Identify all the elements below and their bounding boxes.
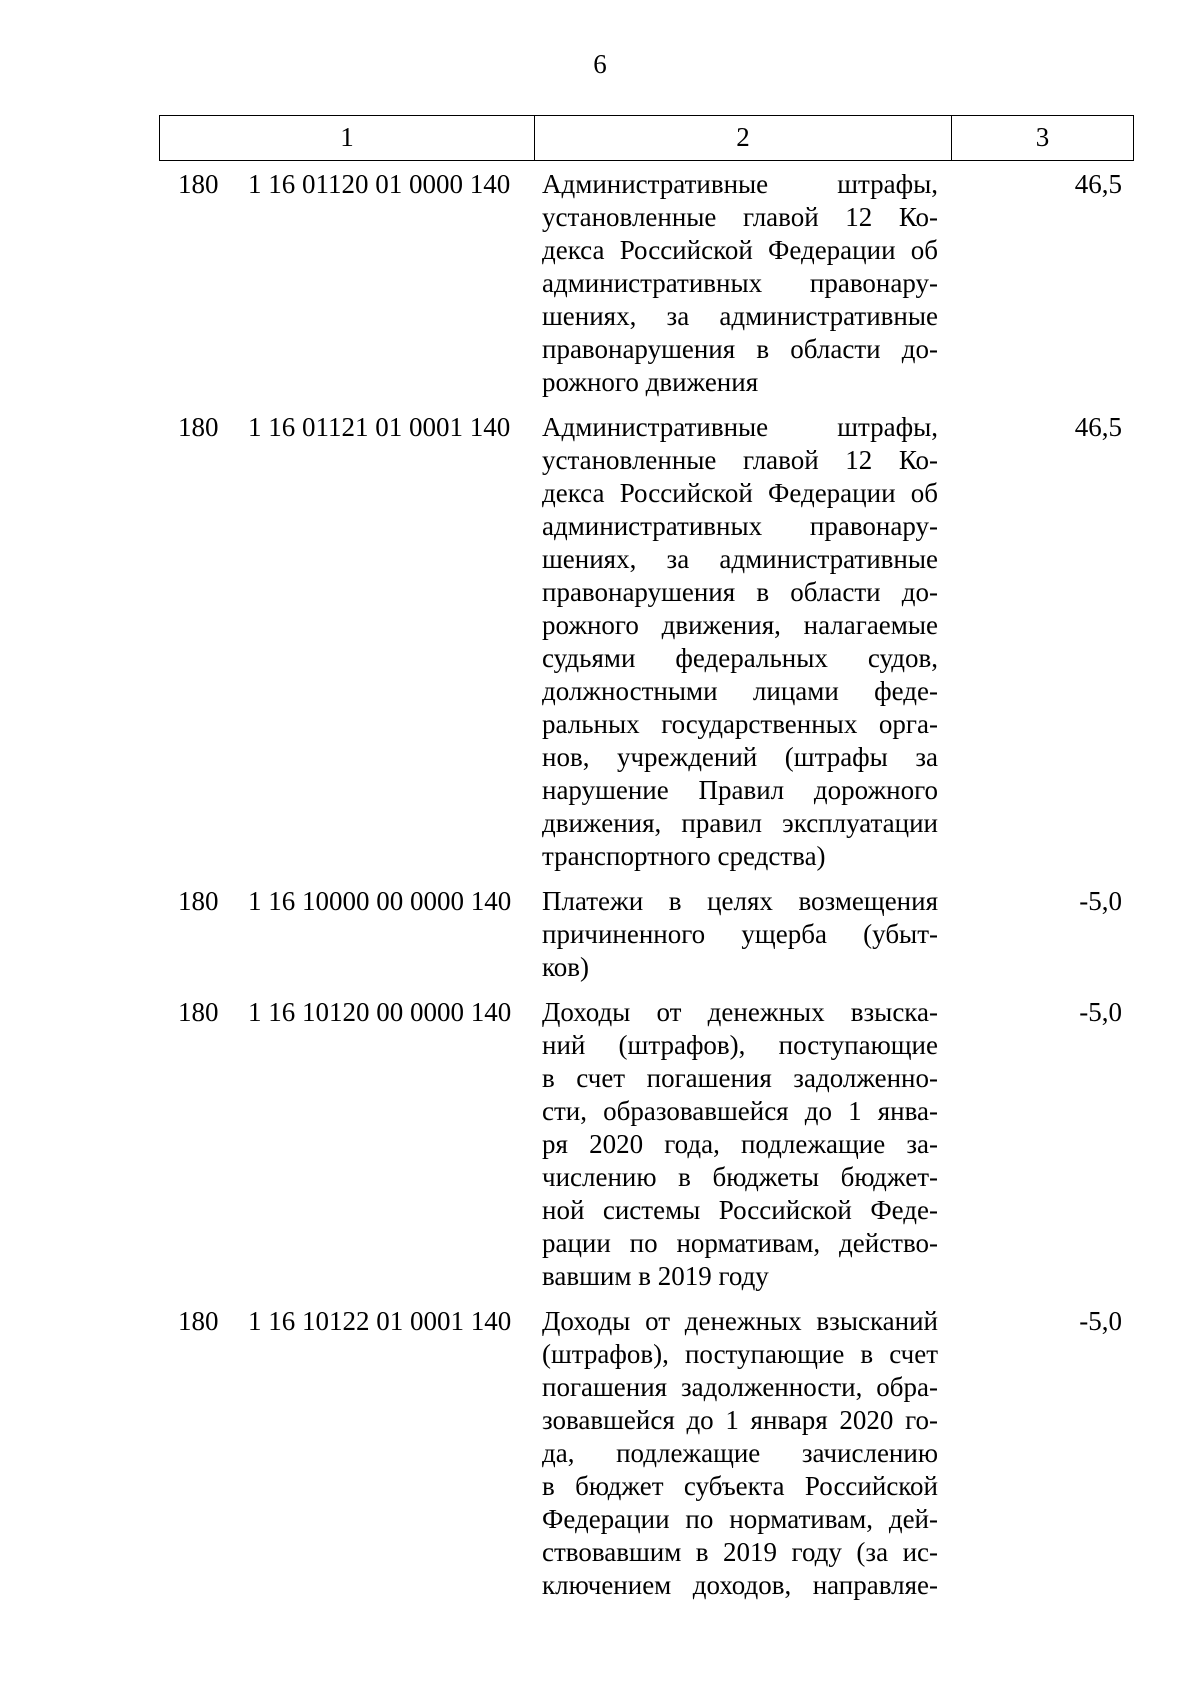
description-line: установленные главой 12 Ко- xyxy=(542,445,938,475)
description-line: административных правонару- xyxy=(542,268,938,298)
description-line: да, подлежащие зачислению xyxy=(542,1438,938,1468)
row-description xyxy=(542,168,938,399)
description-line: ствовавшим в 2019 году (за ис- xyxy=(542,1537,938,1567)
description-line: административных правонару- xyxy=(542,511,938,541)
description-line: нарушение Правил дорожного xyxy=(542,775,938,805)
description-line: ральных государственных орга- xyxy=(542,709,938,739)
header-col-3: 3 xyxy=(1035,122,1050,152)
amount: 46,5 xyxy=(1074,412,1122,442)
description-line: правонарушения в области до- xyxy=(542,577,938,607)
kbk-code: 1 16 01120 01 0000 140 xyxy=(248,169,511,199)
row-description xyxy=(542,885,938,984)
description-line: ний (штрафов), поступающие xyxy=(542,1030,938,1060)
description-line: зовавшейся до 1 января 2020 го- xyxy=(542,1405,938,1435)
amount: -5,0 xyxy=(1079,886,1122,916)
admin-code: 180 xyxy=(178,412,219,442)
admin-code: 180 xyxy=(178,169,219,199)
description-line: декса Российской Федерации об xyxy=(542,478,938,508)
description-line: шениях, за административные xyxy=(542,544,938,574)
page-number: 6 xyxy=(593,49,607,79)
description-line: правонарушения в области до- xyxy=(542,334,938,364)
description-line: ря 2020 года, подлежащие за- xyxy=(542,1129,938,1159)
description-line: движения, правил эксплуатации xyxy=(542,808,938,838)
description-line: шениях, за административные xyxy=(542,301,938,331)
description-line: числению в бюджеты бюджет- xyxy=(542,1162,938,1192)
description-line: вавшим в 2019 году xyxy=(542,1261,769,1291)
admin-code: 180 xyxy=(178,886,219,916)
description-line: (штрафов), поступающие в счет xyxy=(542,1339,938,1369)
row-description xyxy=(542,411,938,873)
description-line: ной системы Российской Феде- xyxy=(542,1195,938,1225)
row-description xyxy=(542,996,938,1293)
admin-code: 180 xyxy=(178,997,219,1027)
description-line: должностными лицами феде- xyxy=(542,676,938,706)
kbk-code: 1 16 10122 01 0001 140 xyxy=(248,1306,512,1336)
admin-code: 180 xyxy=(178,1306,219,1336)
table-row xyxy=(0,1305,1200,1602)
header-col-2: 2 xyxy=(535,116,952,160)
description-line: декса Российской Федерации об xyxy=(542,235,938,265)
description-line: Доходы от денежных взысканий xyxy=(542,1306,938,1336)
description-line: Административные штрафы, xyxy=(542,169,938,199)
description-line: судьями федеральных судов, xyxy=(542,643,938,673)
amount: -5,0 xyxy=(1079,1306,1122,1336)
table-row xyxy=(0,168,1200,399)
description-line: транспортного средства) xyxy=(542,841,826,871)
description-line: Доходы от денежных взыска- xyxy=(542,997,938,1027)
description-line: погашения задолженности, обра- xyxy=(542,1372,938,1402)
description-line: в счет погашения задолженно- xyxy=(542,1063,938,1093)
table-row xyxy=(0,885,1200,984)
amount: -5,0 xyxy=(1079,997,1122,1027)
table-row xyxy=(0,411,1200,873)
description-line: Федерации по нормативам, дей- xyxy=(542,1504,938,1534)
kbk-code: 1 16 10120 00 0000 140 xyxy=(248,997,512,1027)
table-body xyxy=(0,168,1200,1614)
table-header xyxy=(159,115,1134,161)
amount: 46,5 xyxy=(1074,169,1122,199)
table-row xyxy=(0,996,1200,1293)
description-line: причиненного ущерба (убыт- xyxy=(542,919,938,949)
description-line: рожного движения xyxy=(542,367,759,397)
description-line: рожного движения, налагаемые xyxy=(542,610,938,640)
description-line: ключением доходов, направляе- xyxy=(542,1570,938,1600)
description-line: ков) xyxy=(542,952,589,982)
description-line: в бюджет субъекта Российской xyxy=(542,1471,938,1501)
row-description xyxy=(542,1305,938,1602)
description-line: нов, учреждений (штрафы за xyxy=(542,742,938,772)
description-line: сти, образовавшейся до 1 янва- xyxy=(542,1096,938,1126)
header-col-1: 1 xyxy=(160,116,535,160)
description-line: рации по нормативам, действо- xyxy=(542,1228,938,1258)
kbk-code: 1 16 10000 00 0000 140 xyxy=(248,886,512,916)
kbk-code: 1 16 01121 01 0001 140 xyxy=(248,412,511,442)
description-line: Административные штрафы, xyxy=(542,412,938,442)
description-line: Платежи в целях возмещения xyxy=(542,886,938,916)
description-line: установленные главой 12 Ко- xyxy=(542,202,938,232)
